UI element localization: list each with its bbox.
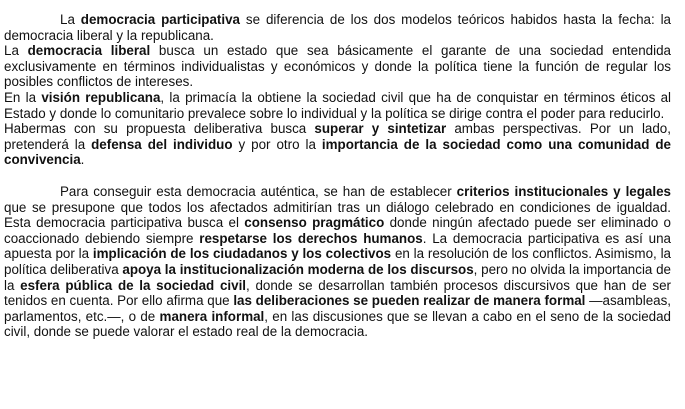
text-span: —asambleas, parlamentos, etc.—, o de <box>4 293 672 324</box>
emphasis-superar-sintetizar: superar y sintetizar <box>314 121 447 137</box>
emphasis-institucionalizacion: apoya la institucionalización moderna de los discursos <box>122 261 474 277</box>
text-span: Para conseguir esta democracia auténtica, se han de establecer <box>60 183 457 199</box>
emphasis-democracia-participativa: democracia participativa <box>80 12 241 27</box>
text-span: que se presupone que todos los afectados admitirían tras un diálogo celebrado en condiciones de igualdad. Esta democracia participativa busca el <box>4 199 671 231</box>
text-span: y por otro la <box>232 136 322 152</box>
emphasis-implicacion: implicación de los ciudadanos y los colectivos <box>92 246 392 262</box>
text-span: , en las discusiones que se llevan a cabo en el seno de la sociedad civil, donde se puede valorar el estado real de la democracia. <box>4 308 671 340</box>
paragraph-intro <box>4 12 671 43</box>
paragraph-gap <box>4 168 671 184</box>
text-span: busca un estado que sea básicamente el garante de una sociedad entendida exclusivamente en términos individualistas y económicos y donde la política tiene la función de regular los posibles conflictos de intereses. <box>4 43 671 90</box>
text-span: En la <box>4 89 42 105</box>
emphasis-consenso: consenso pragmático <box>244 215 385 231</box>
emphasis-esfera-publica: esfera pública de la sociedad civil <box>20 277 247 293</box>
emphasis-defensa-individuo: defensa del individuo <box>91 136 233 152</box>
text-span: . La democracia participativa es así una apuesta por la <box>4 230 672 262</box>
text-span: , pero no olvida la importancia de la <box>4 261 671 293</box>
text-span: . <box>80 152 85 168</box>
text-span: , la primacía la obtiene la sociedad civil que ha de conquistar en términos éticos al Estado y donde lo comunitario prevalece sobre lo individual y la política se dirige contra el poder para reducirlo. <box>4 89 671 121</box>
paragraph-vision-republicana <box>4 90 671 121</box>
emphasis-derechos-humanos: respetarse los derechos humanos <box>199 230 423 246</box>
text-span: , donde se desarrollan también procesos discursivos que han de ser tenidos en cuenta. Por ello afirma que <box>4 277 671 309</box>
emphasis-manera-informal: manera informal <box>159 308 265 324</box>
emphasis-democracia-liberal: democracia liberal <box>27 43 151 59</box>
text-span: La <box>4 43 28 59</box>
emphasis-vision-republicana: visión republicana <box>41 89 161 105</box>
text-span: en la resolución de los conflictos. Asimismo, la política deliberativa <box>4 246 671 277</box>
text-span: ambas perspectivas. Por un lado, pretenderá la <box>4 121 671 152</box>
emphasis-manera-formal: las deliberaciones se pueden realizar de manera formal <box>233 293 586 309</box>
emphasis-criterios: criterios institucionales y legales <box>456 183 671 199</box>
text-span: Habermas con su propuesta deliberativa busca <box>4 121 315 137</box>
text-span: La <box>60 12 81 27</box>
paragraph-democracia-liberal <box>4 43 671 90</box>
paragraph-habermas <box>4 121 671 168</box>
text-span: se diferencia de los dos modelos teóricos habidos hasta la fecha: la democracia liberal y la republicana. <box>4 12 672 43</box>
text-span: donde ningún afectado puede ser eliminado o coaccionado debiendo siempre <box>4 215 672 246</box>
emphasis-importancia-sociedad: importancia de la sociedad como una comunidad de convivencia <box>4 136 671 168</box>
paragraph-democracia-autentica <box>4 184 671 340</box>
